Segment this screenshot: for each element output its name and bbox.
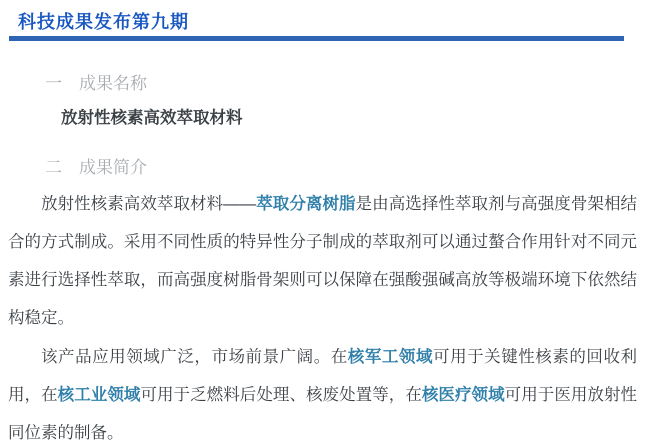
paragraph-text: 是由高选择性萃取剂与高强度骨架相结合的方式制成。采用不同性质的特异性分子制成的萃取剂可以通过螯合作用针对不同元素进行选择性萃取，而高强度树脂骨架则可以保障在强酸强碱高放等极端环境下依然结构稳定。 [8, 195, 638, 327]
achievement-name: 放射性核素高效萃取材料 [61, 109, 243, 127]
paragraph-text: 可用于医用放射性同位素的制备。 [8, 386, 638, 442]
section-heading-name [45, 69, 147, 94]
intro-paragraph-2 [8, 338, 637, 447]
paragraph-text: 可用于乏燃料后处理、核废处置等，在 [140, 386, 422, 404]
paragraph-text: 放射性核素高效萃取材料—— [41, 195, 257, 213]
intro-paragraph-1 [8, 185, 637, 337]
highlight-term-medical: 核医疗领域 [421, 386, 505, 404]
paragraph-text: 可用于关键性核素的回收利用，在 [8, 348, 638, 404]
section-number: 二 [45, 158, 62, 177]
page-title: 科技成果发布第九期 [18, 12, 189, 32]
highlight-term-resin: 萃取分离树脂 [256, 195, 356, 213]
highlight-term-industry: 核工业领域 [57, 386, 141, 404]
section-number: 一 [45, 74, 62, 93]
header-divider [9, 36, 624, 41]
section-heading-intro [45, 153, 147, 178]
highlight-term-military: 核军工领域 [347, 348, 434, 366]
section-label: 成果简介 [79, 158, 147, 177]
section-label: 成果名称 [79, 74, 147, 93]
paragraph-text: 该产品应用领域广泛，市场前景广阔。在 [41, 348, 348, 366]
